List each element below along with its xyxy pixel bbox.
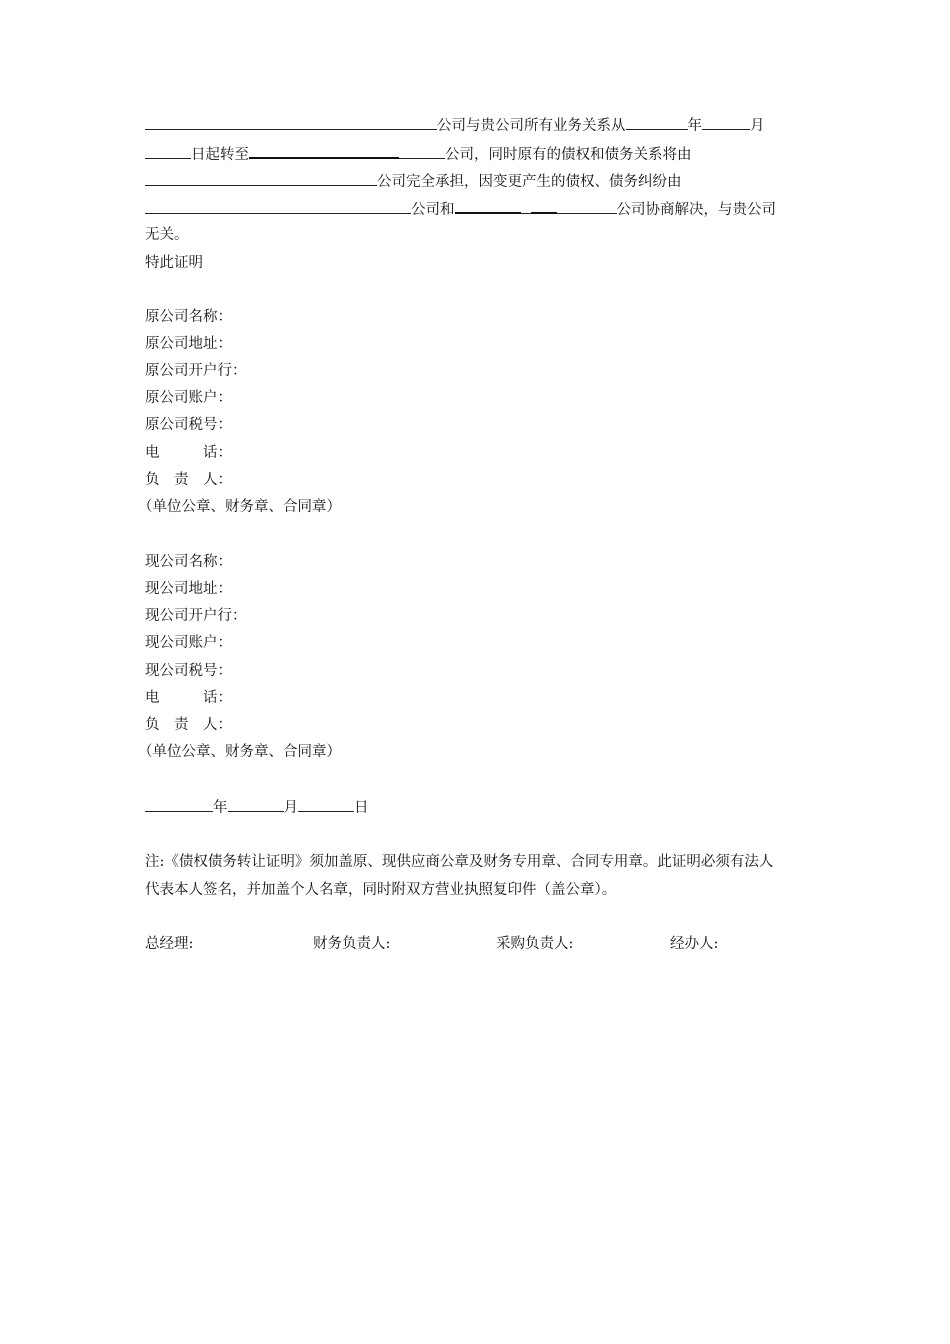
party-b-blank-4[interactable]	[557, 199, 617, 214]
special-proof-text: 特此证明	[145, 255, 203, 271]
original-company-account: 原公司账户：	[145, 390, 232, 406]
current-company-phone: 电 话：	[145, 690, 232, 706]
date-day-label: 日	[354, 800, 369, 816]
current-company-seals: （单位公章、财务章、合同章）	[138, 744, 341, 760]
date-month-label: 月	[283, 800, 298, 816]
month-blank[interactable]	[702, 115, 750, 130]
original-company-phone: 电 话：	[145, 445, 232, 461]
special-proof	[145, 253, 203, 273]
company-and-text: 公司和	[411, 202, 455, 218]
original-company-address: 原公司地址：	[145, 336, 232, 352]
day-transfer-text: 日起转至	[191, 147, 249, 163]
original-company-seals: （单位公章、财务章、合同章）	[138, 499, 341, 515]
date-year-blank[interactable]	[145, 797, 213, 812]
bearer-company-blank[interactable]	[145, 171, 377, 186]
day-blank[interactable]	[145, 144, 191, 159]
company-blank[interactable]	[145, 115, 437, 130]
current-company-person: 负 责 人：	[145, 717, 232, 733]
date-year-label: 年	[213, 800, 228, 816]
finance-head-label: 财务负责人:	[313, 936, 391, 952]
year-blank[interactable]	[626, 115, 688, 130]
party-a-blank[interactable]	[145, 199, 411, 214]
original-company-tax-no: 原公司税号：	[145, 417, 232, 433]
current-company-address: 现公司地址：	[145, 581, 232, 597]
party-b-blank-2[interactable]	[521, 199, 531, 214]
original-company-name: 原公司名称：	[145, 309, 232, 325]
current-company-name: 现公司名称：	[145, 554, 232, 570]
handler-label: 经办人:	[670, 936, 719, 952]
paragraph-line-4	[145, 198, 776, 220]
year-label: 年	[687, 118, 702, 134]
negotiate-text: 公司协商解决，与贵公司	[616, 202, 776, 218]
paragraph-line-5	[145, 225, 189, 245]
original-company-bank: 原公司开户行：	[145, 363, 247, 379]
original-relation-text: 公司，同时原有的债权和债务关系将由	[445, 147, 692, 163]
date-month-blank[interactable]	[228, 797, 284, 812]
purchase-head-label: 采购负责人:	[496, 936, 574, 952]
current-company-account: 现公司账户：	[145, 635, 232, 651]
party-b-blank-1[interactable]	[455, 198, 521, 214]
note-line-1: 注:《债权债务转让证明》须加盖原、现供应商公章及财务专用章、合同专用章。此证明必须有法人	[145, 854, 774, 870]
new-company-blank-tail[interactable]	[399, 144, 445, 159]
current-company-tax-no: 现公司税号：	[145, 663, 232, 679]
month-label: 月	[750, 118, 765, 134]
party-b-blank-3[interactable]	[531, 198, 557, 214]
company-relation-text: 公司与贵公司所有业务关系从	[437, 118, 626, 134]
general-manager-label: 总经理:	[145, 936, 194, 952]
paragraph-line-1	[145, 115, 765, 136]
date-day-blank[interactable]	[298, 797, 354, 812]
unrelated-text: 无关。	[145, 227, 189, 243]
original-company-person: 负 责 人：	[145, 472, 232, 488]
date-line	[145, 797, 369, 818]
paragraph-line-3	[145, 171, 682, 192]
bear-text: 公司完全承担，因变更产生的债权、债务纠纷由	[377, 174, 682, 190]
current-company-bank: 现公司开户行：	[145, 608, 247, 624]
new-company-blank[interactable]	[249, 143, 399, 159]
note-line-2: 代表本人签名，并加盖个人名章，同时附双方营业执照复印件（盖公章）。	[145, 882, 617, 898]
paragraph-line-2	[145, 143, 692, 165]
